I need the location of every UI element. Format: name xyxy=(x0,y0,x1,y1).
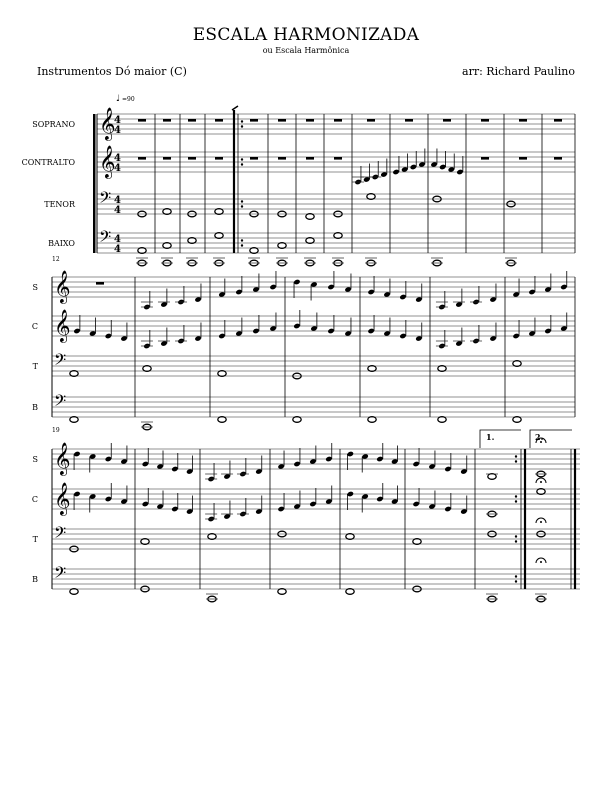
whole-rest xyxy=(334,157,342,160)
whole-note xyxy=(346,534,354,540)
system-bracket xyxy=(93,114,96,253)
time-signature-bottom: 4 xyxy=(114,244,121,255)
time-signature-top: 4 xyxy=(114,115,121,126)
instrument-label: Instrumentos Dó maior (C) xyxy=(37,65,187,78)
repeat-dot xyxy=(241,239,243,241)
whole-note xyxy=(306,214,314,220)
whole-rest xyxy=(554,157,562,160)
voice-label-short-b: B xyxy=(32,403,38,412)
first-ending-label: 1. xyxy=(486,432,495,442)
whole-rest xyxy=(188,119,196,122)
tempo-marking: =90 xyxy=(122,96,135,103)
whole-note xyxy=(218,417,226,423)
repeat-dot xyxy=(241,120,243,122)
bass-clef-icon: 𝄢 xyxy=(99,228,112,250)
whole-rest xyxy=(138,157,146,160)
repeat-dot xyxy=(515,495,517,497)
whole-note xyxy=(215,209,223,215)
whole-note xyxy=(513,361,521,367)
voice-label-short-c: C xyxy=(31,495,38,504)
whole-rest xyxy=(519,157,527,160)
voice-label-short-s: S xyxy=(32,455,38,464)
treble-clef-icon: 𝄞 xyxy=(54,270,71,303)
whole-rest xyxy=(278,157,286,160)
whole-rest xyxy=(554,119,562,122)
voice-label-short-t: T xyxy=(32,362,38,371)
repeat-dot xyxy=(515,500,517,502)
repeat-dot xyxy=(515,575,517,577)
arranger-label: arr: Richard Paulino xyxy=(462,65,575,78)
whole-note xyxy=(163,243,171,249)
whole-rest xyxy=(334,119,342,122)
treble-clef-icon: 𝄞 xyxy=(54,482,71,515)
time-signature-top: 4 xyxy=(114,153,121,164)
whole-rest xyxy=(519,119,527,122)
fermata-dot xyxy=(540,521,542,523)
whole-note xyxy=(208,534,216,540)
whole-note xyxy=(143,366,151,372)
whole-note xyxy=(368,366,376,372)
whole-note xyxy=(70,589,78,595)
repeat-dot xyxy=(241,205,243,207)
whole-rest xyxy=(250,157,258,160)
bass-clef-icon: 𝄢 xyxy=(54,351,67,373)
whole-rest xyxy=(215,157,223,160)
bass-clef-icon: 𝄢 xyxy=(99,189,112,211)
whole-note xyxy=(513,417,521,423)
repeat-dot xyxy=(241,125,243,127)
whole-note xyxy=(438,417,446,423)
whole-note xyxy=(188,238,196,244)
time-signature-bottom: 4 xyxy=(114,125,121,136)
whole-rest xyxy=(163,119,171,122)
whole-note xyxy=(250,248,258,254)
whole-rest xyxy=(481,119,489,122)
whole-rest xyxy=(278,119,286,122)
voice-label-short-b: B xyxy=(32,575,38,584)
whole-note xyxy=(70,417,78,423)
whole-note xyxy=(368,417,376,423)
score-subtitle: ou Escala Harmônica xyxy=(262,46,350,55)
time-signature-top: 4 xyxy=(114,234,121,245)
tempo-note-icon: ♩ xyxy=(116,94,121,104)
whole-rest xyxy=(443,119,451,122)
fermata-dot xyxy=(540,561,542,563)
score-title: ESCALA HARMONIZADA xyxy=(192,25,420,45)
whole-note xyxy=(218,371,226,377)
repeat-dot xyxy=(515,455,517,457)
repeat-dot xyxy=(515,580,517,582)
repeat-dot xyxy=(241,244,243,246)
whole-note xyxy=(488,474,496,480)
time-signature-top: 4 xyxy=(114,195,121,206)
whole-note xyxy=(70,371,78,377)
whole-note xyxy=(367,194,375,200)
whole-note xyxy=(278,243,286,249)
repeat-dot xyxy=(515,535,517,537)
whole-note xyxy=(334,233,342,239)
fermata-dot xyxy=(540,481,542,483)
bass-clef-icon: 𝄢 xyxy=(54,392,67,414)
treble-clef-icon: 𝄞 xyxy=(99,107,116,140)
repeat-bracket-hook xyxy=(232,106,238,110)
voice-label-contralto: CONTRALTO xyxy=(21,158,75,167)
voice-label-soprano: SOPRANO xyxy=(32,120,75,129)
treble-clef-icon: 𝄞 xyxy=(99,145,116,178)
whole-note xyxy=(215,233,223,239)
whole-rest xyxy=(306,119,314,122)
whole-note xyxy=(138,248,146,254)
whole-rest xyxy=(96,282,104,285)
whole-rest xyxy=(367,119,375,122)
repeat-dot xyxy=(241,200,243,202)
measure-number: 19 xyxy=(52,427,60,434)
bass-clef-icon: 𝄢 xyxy=(54,564,67,586)
whole-note xyxy=(413,539,421,545)
whole-rest xyxy=(306,157,314,160)
repeat-dot xyxy=(515,460,517,462)
whole-rest xyxy=(405,119,413,122)
whole-note xyxy=(141,539,149,545)
voice-label-baixo: BAIXO xyxy=(48,239,75,248)
voice-label-short-t: T xyxy=(32,535,38,544)
treble-clef-icon: 𝄞 xyxy=(54,442,71,475)
repeat-dot xyxy=(515,540,517,542)
voice-label-short-s: S xyxy=(32,283,38,292)
whole-note xyxy=(278,589,286,595)
time-signature-bottom: 4 xyxy=(114,163,121,174)
whole-rest xyxy=(163,157,171,160)
time-signature-bottom: 4 xyxy=(114,205,121,216)
bass-clef-icon: 𝄢 xyxy=(54,524,67,546)
whole-rest xyxy=(215,119,223,122)
treble-clef-icon: 𝄞 xyxy=(54,309,71,342)
repeat-dot xyxy=(241,158,243,160)
voice-label-short-c: C xyxy=(31,322,38,331)
whole-note xyxy=(438,366,446,372)
whole-note xyxy=(163,209,171,215)
whole-rest xyxy=(250,119,258,122)
measure-number: 12 xyxy=(52,256,60,263)
whole-note xyxy=(537,489,545,495)
whole-note xyxy=(293,417,301,423)
whole-rest xyxy=(138,119,146,122)
voice-label-tenor: TENOR xyxy=(44,200,75,209)
whole-note xyxy=(306,238,314,244)
whole-rest xyxy=(481,157,489,160)
second-ending-label: 2. xyxy=(535,432,544,442)
whole-rest xyxy=(188,157,196,160)
repeat-dot xyxy=(241,163,243,165)
whole-note xyxy=(346,589,354,595)
